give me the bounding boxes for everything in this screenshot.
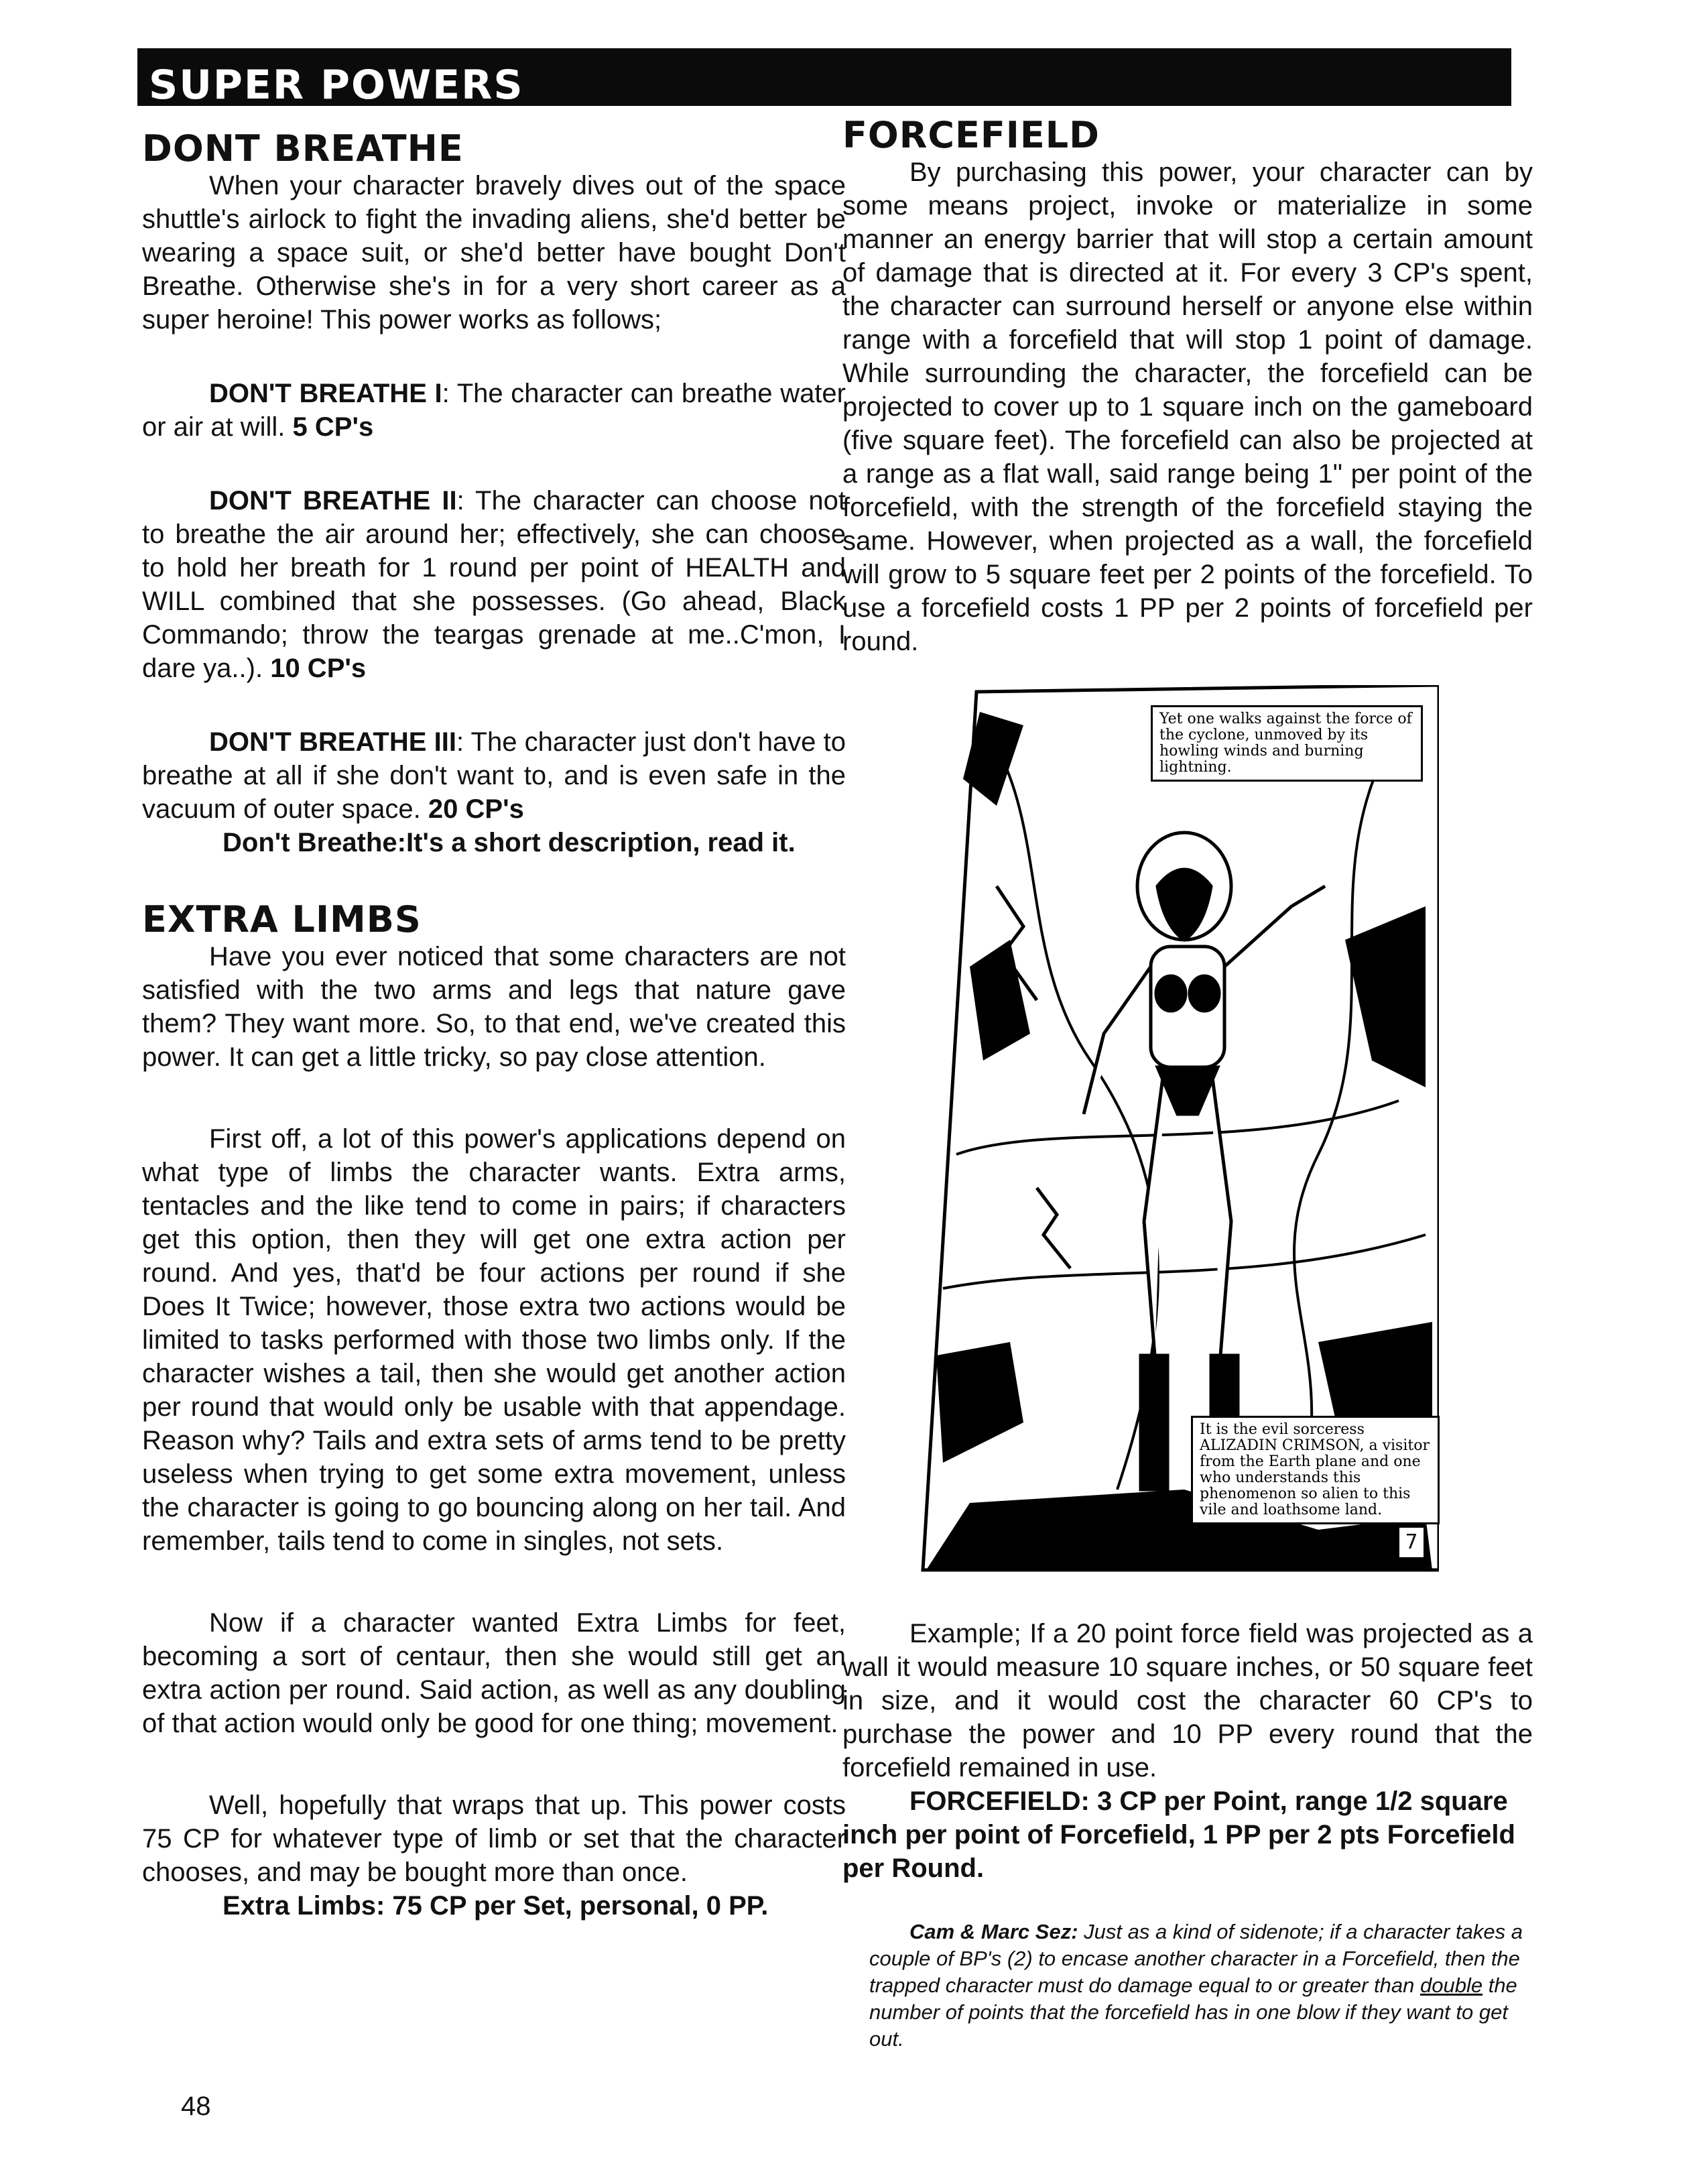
caption-bottom: It is the evil sorceress ALIZADIN CRIMSON, a visitor from the Earth plane and one who understands this phenomenon so alien to this vile and loathsome land. [1191, 1416, 1440, 1524]
level-3-name: DON'T BREATHE III [209, 727, 456, 757]
extra-limbs-summary: Extra Limbs: 75 CP per Set, personal, 0 PP. [223, 1891, 769, 1921]
level-2-text: : The character can choose not to breathe the air around her; effectively, she can choose to hold her breath for 1 round per point of HEALTH and WILL combined that she possesses. (Go ahead, Black Commando; throw the teargas grenade at me..C'mon, I dare ya..). [142, 486, 846, 683]
extra-limbs-heading: EXTRA LIMBS [142, 898, 422, 941]
section-banner-title: SUPER POWERS [149, 62, 524, 109]
level-1-cost: 5 CP's [292, 412, 374, 442]
dont-breathe-level-1 [142, 377, 846, 444]
page-number: 48 [181, 2091, 211, 2121]
dont-breathe-summary: Don't Breathe:It's a short description, read it. [223, 828, 796, 857]
left-column [142, 129, 846, 1923]
dont-breathe-level-3 [142, 725, 846, 826]
forcefield-summary: FORCEFIELD: 3 CP per Point, range 1/2 square inch per point of Forcefield, 1 PP per 2 pts Forcefield per Round. [842, 1786, 1515, 1883]
level-3-text: : The character just don't have to breathe at all if she don't want to, and is even safe in the vacuum of outer space. [142, 727, 846, 824]
extra-limbs-p2: First off, a lot of this power's applications depend on what type of limbs the character wants. Extra arms, tentacles and the like tend to come in pairs; if characters get this option, then they will get one extra action per round. And yes, that'd be four actions per round if she Does It Twice; however, those extra two actions would be limited to tasks performed with those two limbs only. If the character wishes a tail, then she would get another action per round that would only be usable with that appendage. Reason why? Tails and extra sets of arms tend to be pretty useless when trying to get some extra movement, unless the character is going to go bouncing along on her tail. And remember, tails tend to come in singles, not sets. [142, 1124, 846, 1556]
extra-limbs-p3: Now if a character wanted Extra Limbs for feet, becoming a sort of centaur, then she would still get an extra action per round. Said action, as well as any doubling of that action would only be good for one thing; movement. [142, 1608, 846, 1738]
sidenote-text-b: the number of points that the forcefield has in one blow if they want to get out. [869, 1974, 1517, 2051]
sidenote-underlined: double [1420, 1974, 1483, 1997]
caption-top: Yet one walks against the force of the cyclone, unmoved by its howling winds and burning lightning. [1151, 705, 1423, 782]
forcefield-p1: By purchasing this power, your character can by some means project, invoke or materialize in some manner an energy barrier that will stop a certain amount of damage that is directed at it. For every 3 CP's spent, the character can surround herself or anyone else within range with a forcefield that will stop 1 point of damage. While surrounding the character, the forcefield can be projected to cover up to 1 square inch on the gameboard (five square feet). The forcefield can also be projected at a range as a flat wall, said range being 1" per point of the forcefield, with the strength of the forcefield staying the same. However, when projected as a wall, the forcefield will grow to 5 square feet per 2 points of the forcefield. To use a forcefield costs 1 PP per 2 points of forcefield per round. [842, 158, 1533, 656]
level-3-cost: 20 CP's [428, 794, 524, 824]
sidenote-author: Cam & Marc Sez: [909, 1920, 1078, 1943]
forcefield-sidenote [842, 1919, 1533, 2053]
extra-limbs-p1: Have you ever noticed that some characters are not satisfied with the two arms and legs that nature gave them? They want more. So, to that end, we've created this power. It can get a little tricky, so pay close attention. [142, 942, 846, 1072]
right-column [842, 115, 1533, 2053]
comic-illustration [916, 685, 1439, 1577]
dont-breathe-intro: When your character bravely dives out of the space shuttle's airlock to fight the invading aliens, she'd better be wearing a space suit, or she'd better have bought Don't Breathe. Otherwise she's in for a very short career as a super heroine! This power works as follows; [142, 171, 846, 335]
extra-limbs-p4: Well, hopefully that wraps that up. This power costs 75 CP for whatever type of limb or set that the character chooses, and may be bought more than once. [142, 1791, 846, 1887]
forcefield-example: Example; If a 20 point force field was projected as a wall it would measure 10 square inches, or 50 square feet in size, and it would cost the character 60 CP's to purchase the power and 10 PP every round that the forcefield remained in use. [842, 1619, 1533, 1782]
level-2-name: DON'T BREATHE II [209, 486, 457, 515]
level-1-text: : The character can breathe water or air at will. [142, 379, 846, 442]
level-2-cost: 10 CP's [270, 654, 367, 683]
sidenote-text-a: Just as a kind of sidenote; if a character takes a couple of BP's (2) to encase another character in a Forcefield, then the trapped character must do damage equal to or greater than [869, 1920, 1523, 1997]
dont-breathe-level-2 [142, 484, 846, 685]
dont-breathe-heading: DONT BREATHE [142, 127, 464, 170]
forcefield-heading: FORCEFIELD [842, 114, 1100, 156]
panel-number: 7 [1397, 1526, 1426, 1559]
level-1-name: DON'T BREATHE I [209, 379, 442, 408]
